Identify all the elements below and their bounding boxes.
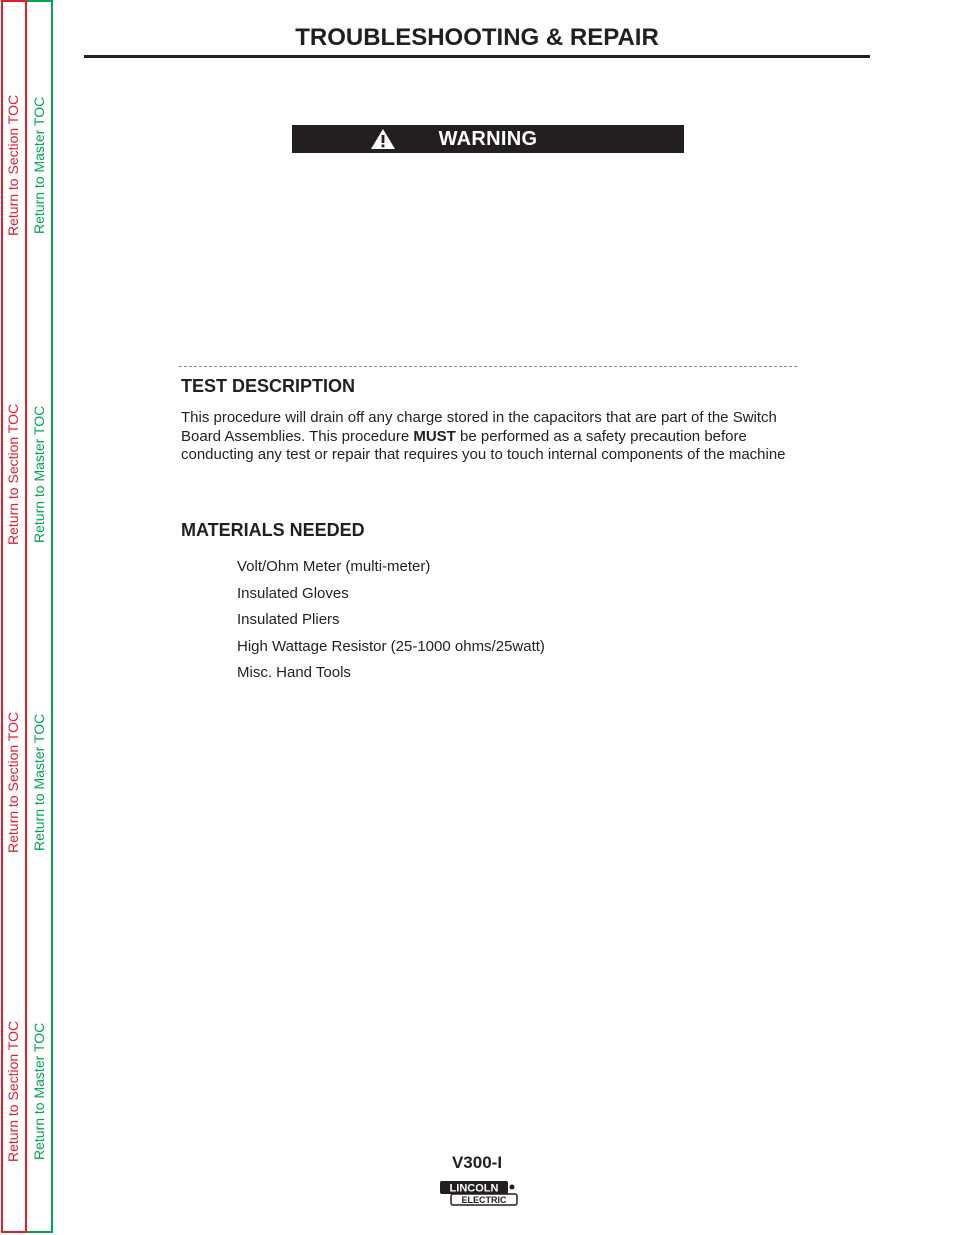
materials-list-item: Misc. Hand Tools <box>237 664 351 681</box>
materials-heading: MATERIALS NEEDED <box>181 520 365 540</box>
materials-list-item: Insulated Pliers <box>237 611 340 628</box>
return-to-master-toc-link[interactable]: Return to Master TOC <box>31 96 47 234</box>
test-description-text <box>181 409 797 465</box>
return-to-section-toc-link[interactable]: Return to Section TOC <box>5 403 21 545</box>
materials-list <box>237 557 545 690</box>
section-divider <box>179 366 797 367</box>
materials-list-item: High Wattage Resistor (25-1000 ohms/25watt) <box>237 637 545 655</box>
description-text-part: This procedure will drain off any charge stored in the capacitors that are part of the Switch Board Assemblies. This procedure <box>181 409 777 445</box>
lincoln-electric-logo <box>439 1179 519 1207</box>
return-to-master-toc-link[interactable]: Return to Master TOC <box>31 713 47 851</box>
logo-bottom-text: ELECTRIC <box>461 1195 507 1205</box>
warning-label: WARNING <box>438 127 538 150</box>
title-rule <box>84 55 870 58</box>
page-title: TROUBLESHOOTING & REPAIR <box>295 24 659 51</box>
description-text-part: be performed as a safety precaution before conducting any test or repair that requires you to touch internal components of the machine <box>181 427 786 463</box>
test-description-heading: TEST DESCRIPTION <box>181 376 356 396</box>
materials-list-item: Insulated Gloves <box>237 584 349 602</box>
logo-top-text: LINCOLN <box>449 1182 499 1195</box>
return-to-master-toc-link[interactable]: Return to Master TOC <box>31 405 47 543</box>
model-number: V300-I <box>451 1153 503 1172</box>
return-to-section-toc-link[interactable]: Return to Section TOC <box>5 94 21 236</box>
return-to-master-toc-link[interactable]: Return to Master TOC <box>31 1022 47 1160</box>
materials-list-item: Volt/Ohm Meter (multi-meter) <box>237 558 431 575</box>
return-to-section-toc-link[interactable]: Return to Section TOC <box>5 1020 21 1162</box>
return-to-section-toc-link[interactable]: Return to Section TOC <box>5 711 21 853</box>
description-emphasis: MUST <box>413 427 456 445</box>
warning-banner <box>292 125 684 153</box>
